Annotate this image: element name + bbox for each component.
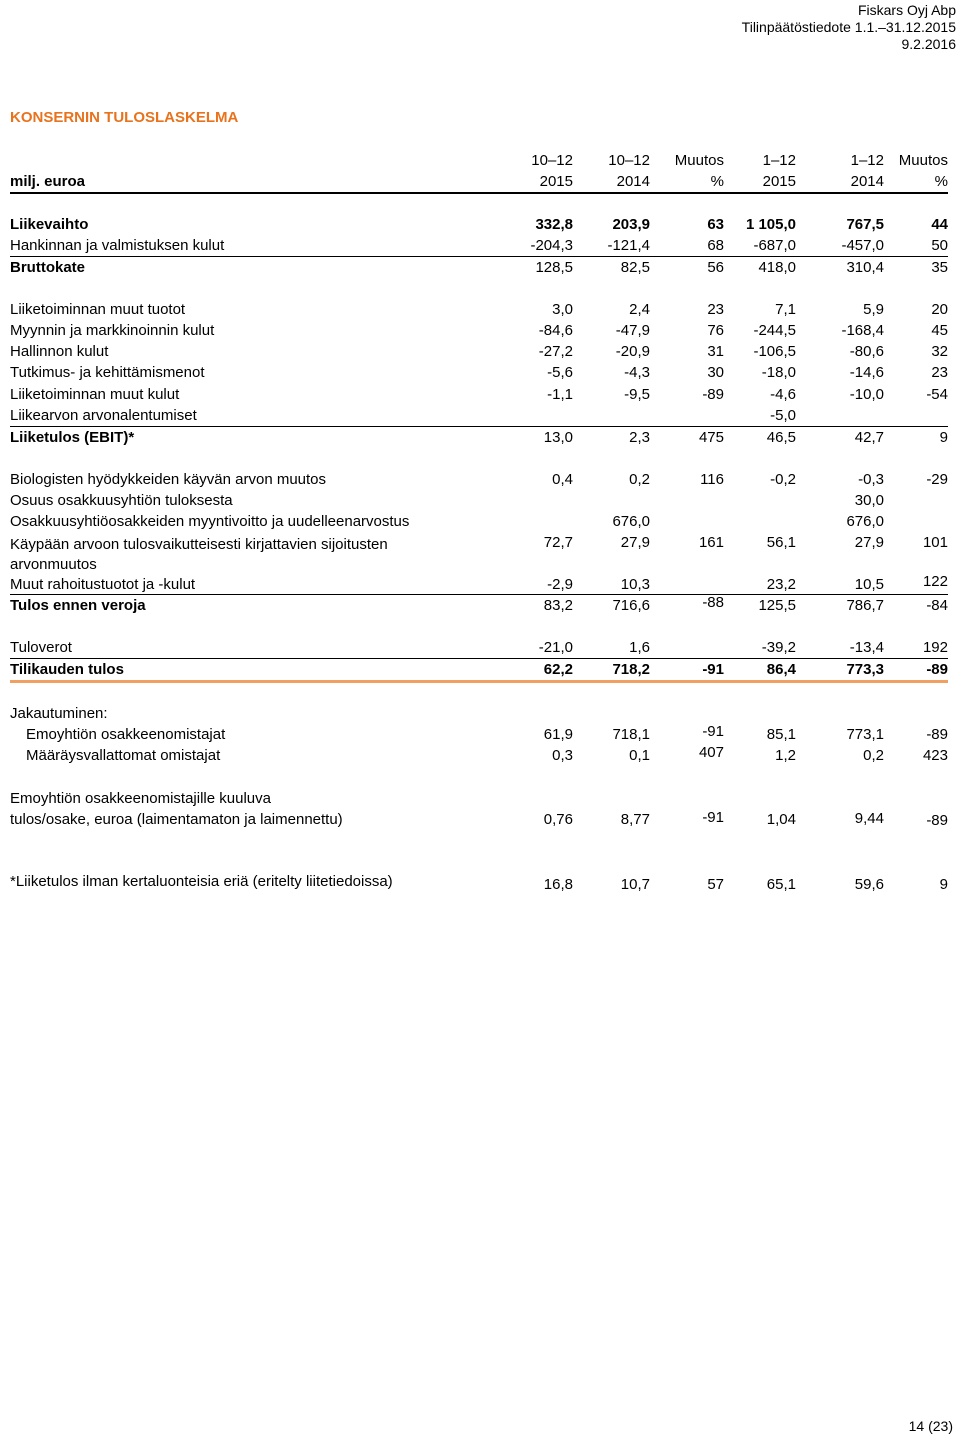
table-row: Liiketoiminnan muut tuotot 3,0 2,4 23 7,1 5,9 20 — [10, 301, 948, 318]
col-subheader-4: 2015 — [762, 173, 796, 190]
col-header-3: Muutos — [674, 152, 724, 169]
table-row: Hallinnon kulut -27,2 -20,9 31 -106,5 -80,6 32 — [10, 343, 948, 360]
unit-label: milj. euroa — [10, 173, 86, 190]
col-header-1: 10–12 — [531, 152, 573, 169]
table-row: Hankinnan ja valmistuksen kulut -204,3 -121,4 68 -687,0 -457,0 50 — [10, 237, 948, 254]
page-number: 14 (23) — [908, 1418, 953, 1434]
page-title: KONSERNIN TULOSLASKELMA — [10, 109, 239, 126]
table-row: Osakkuusyhtiöosakkeiden myyntivoitto ja uudelleenarvostus 676,0 676,0 — [10, 513, 884, 530]
table-row: Muut rahoitustuotot ja -kulut -2,9 10,3 23,2 10,5 122 — [10, 573, 948, 593]
table-row: Liikearvon arvonalentumiset -5,0 — [10, 407, 796, 424]
eps-row: Emoyhtiön osakkeenomistajille kuuluva tulos/osake, euroa (laimentamaton ja laimennettu) 0,76 8,77 -91 1,04 9,44 -89 — [10, 790, 948, 829]
table-row: Käypään arvoon tulosvaikutteisesti kirjattavien sijoitusten arvonmuutos 72,7 27,9 161 56,1 27,9 101 — [10, 534, 948, 573]
distribution-heading-row — [10, 704, 948, 725]
table-row: Bruttokate 128,5 82,5 56 418,0 310,4 35 — [10, 259, 948, 276]
table-row: Liiketulos (EBIT)* 13,0 2,3 475 46,5 42,7 9 — [10, 429, 948, 446]
col-subheader-2: 2014 — [616, 173, 650, 190]
table-row: Liiketoiminnan muut kulut -1,1 -9,5 -89 -4,6 -10,0 -54 — [10, 386, 948, 403]
col-subheader-3: % — [710, 173, 724, 190]
table-row: Tilikauden tulos 62,2 718,2 -91 86,4 773,3 -89 — [10, 661, 948, 678]
page-header — [742, 2, 956, 53]
header-rule — [10, 192, 948, 194]
row-rule — [10, 426, 948, 427]
table-row: Emoyhtiön osakkeenomistajat 61,9 718,1 -91 85,1 773,1 -89 — [26, 723, 948, 743]
row-rule — [10, 256, 948, 257]
table-row: Tuloverot -21,0 1,6 -39,2 -13,4 192 — [10, 639, 948, 656]
row-rule — [10, 594, 948, 595]
col-header-6: Muutos — [898, 152, 948, 169]
table-row: Biologisten hyödykkeiden käyvän arvon muutos 0,4 0,2 116 -0,2 -0,3 -29 — [10, 471, 948, 488]
report-date: 9.2.2016 — [901, 36, 956, 52]
table-row: Tutkimus- ja kehittämismenot -5,6 -4,3 30 -18,0 -14,6 23 — [10, 364, 948, 381]
column-header-top — [10, 151, 948, 172]
footnote-label: *Liiketulos ilman kertaluonteisia eriä (eritelty liitetiedoissa) — [10, 873, 393, 890]
company-name: Fiskars Oyj Abp — [857, 2, 956, 18]
table-row: Tulos ennen veroja 83,2 716,6 -88 125,5 786,7 -84 — [10, 594, 948, 614]
table-row: Osuus osakkuusyhtiön tuloksesta 30,0 — [10, 492, 884, 509]
col-header-5: 1–12 — [850, 152, 884, 169]
table-row: Liikevaihto 332,8 203,9 63 1 105,0 767,5 44 — [10, 216, 948, 233]
report-name: Tilinpäätöstiedote 1.1.–31.12.2015 — [741, 19, 956, 35]
col-subheader-5: 2014 — [850, 173, 884, 190]
table-row: Myynnin ja markkinoinnin kulut -84,6 -47,9 76 -244,5 -168,4 45 — [10, 322, 948, 339]
col-header-2: 10–12 — [608, 152, 650, 169]
col-header-4: 1–12 — [762, 152, 796, 169]
col-subheader-6: % — [934, 173, 948, 190]
distribution-heading: Jakautuminen: — [10, 705, 108, 722]
footnote-row: *Liiketulos ilman kertaluonteisia eriä (eritelty liitetiedoissa) 16,8 10,7 57 65,1 59,6 9 — [10, 873, 948, 893]
table-row: Määräysvallattomat omistajat 0,3 0,1 407 1,2 0,2 423 — [26, 744, 948, 764]
column-header-bottom — [10, 172, 948, 193]
row-rule — [10, 658, 948, 659]
total-rule — [10, 680, 948, 683]
col-subheader-1: 2015 — [539, 173, 573, 190]
